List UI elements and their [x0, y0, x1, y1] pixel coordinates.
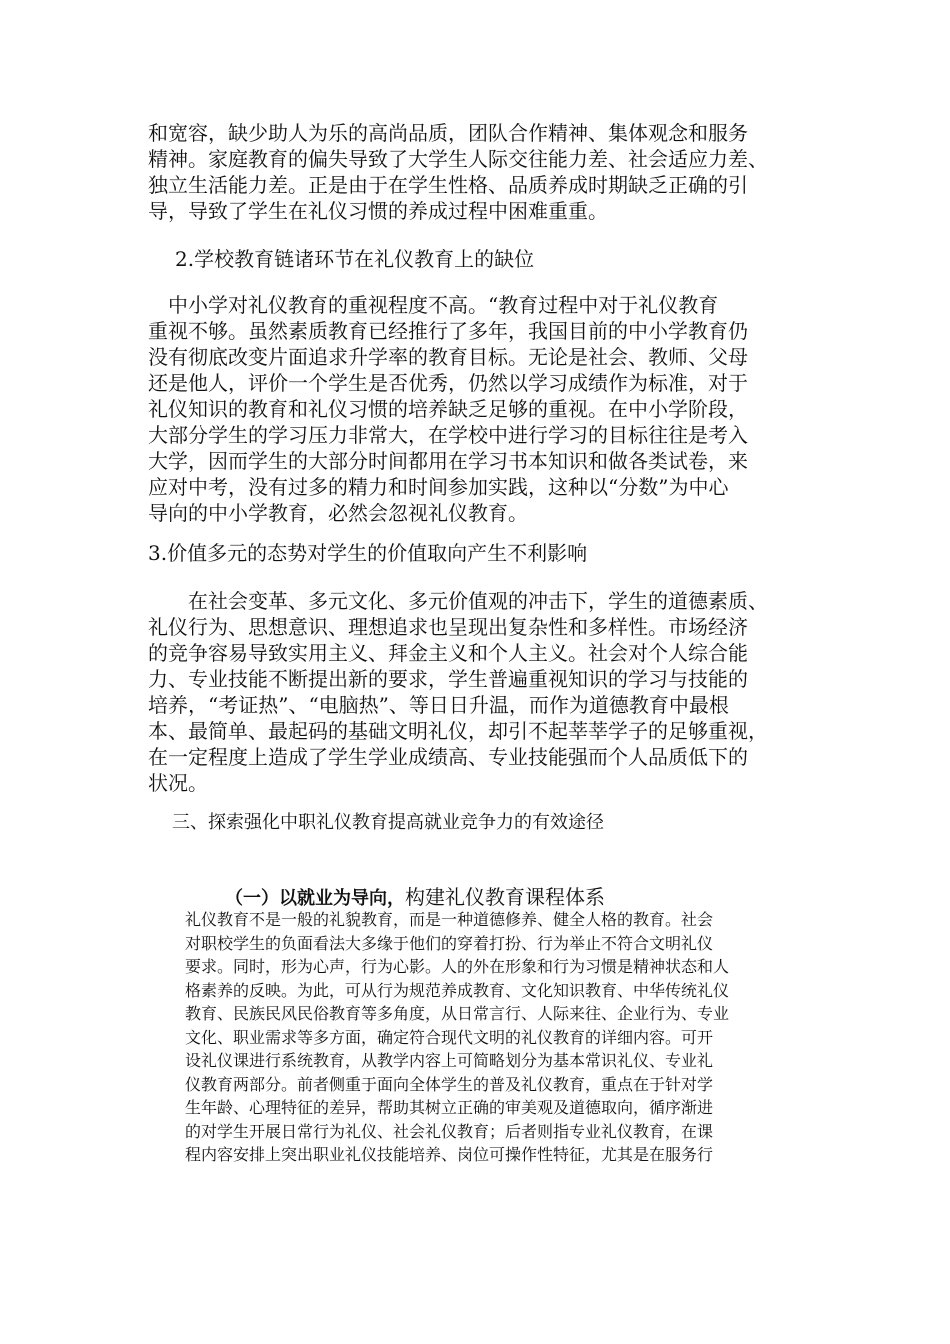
- text-line: 状况。: [148, 771, 208, 795]
- text-line: 礼仪行为、思想意识、理想追求也呈现出复杂性和多样性。市场经济: [148, 615, 748, 639]
- text-line: 培养，“考证热”、“电脑热”、等日日升温，而作为道德教育中最根: [148, 693, 729, 717]
- subsection-heading-rest: 构建礼仪教育课程体系: [405, 885, 605, 909]
- paragraph-value-diversity: [148, 588, 828, 796]
- text-line: 对职校学生的负面看法大多缘于他们的穿着打扮、行为举止不符合文明礼仪: [185, 933, 714, 953]
- text-line: 本、最简单、最起码的基础文明礼仪，却引不起莘莘学子的足够重视，: [148, 719, 768, 743]
- text-line: 导向的中小学教育，必然会忽视礼仪教育。: [148, 501, 528, 525]
- subsection-heading-bold-part: （一）以就业为导向，: [225, 888, 405, 909]
- text-line: 要求。同时，形为心声，行为心影。人的外在形象和行为习惯是精神状态和人: [185, 957, 730, 976]
- text-line: 大部分学生的学习压力非常大，在学校中进行学习的目标往往是考入: [148, 423, 748, 447]
- text-line: 的对学生开展日常行为礼仪、社会礼仪教育；后者则指专业礼仪教育，在课: [185, 1121, 714, 1141]
- text-line: 中小学对礼仪教育的重视程度不高。“教育过程中对于礼仪教育: [148, 293, 719, 317]
- paragraph-school-education: [148, 292, 808, 526]
- text-line: 还是他人，评价一个学生是否优秀，仍然以学习成绩作为标准，对于: [148, 371, 748, 395]
- text-line: 在社会变革、多元文化、多元价值观的冲击下，学生的道德素质、: [148, 589, 768, 613]
- text-line: 设礼仪课进行系统教育，从教学内容上可简略划分为基本常识礼仪、专业礼: [185, 1051, 714, 1070]
- text-line: 礼仪知识的教育和礼仪习惯的培养缺乏足够的重视。在中小学阶段，: [148, 397, 748, 421]
- text-line: 格素养的反映。为此，可从行为规范养成教育、文化知识教育、中华传统礼仪: [185, 980, 730, 1000]
- text-line: 仪教育两部分。前者侧重于面向全体学生的普及礼仪教育，重点在于针对学: [185, 1074, 714, 1094]
- text-line: 应对中考，没有过多的精力和时间参加实践，这种以“分数”为中心: [148, 475, 729, 499]
- text-line: 生年龄、心理特征的差异，帮助其树立正确的审美观及道德取向，循序渐进: [185, 1098, 714, 1117]
- text-line: 礼仪教育不是一般的礼貌教育，而是一种道德修养、健全人格的教育。社会: [185, 910, 714, 929]
- text-line: 大学，因而学生的大部分时间都用在学习书本知识和做各类试卷，来: [148, 449, 748, 473]
- text-line: 力、专业技能不断提出新的要求，学生普遍重视知识的学习与技能的: [148, 667, 748, 691]
- text-line: 导，导致了学生在礼仪习惯的养成过程中困难重重。: [148, 199, 608, 223]
- section-heading-three: 三、探索强化中职礼仪教育提高就业竞争力的有效途径: [172, 812, 604, 833]
- text-line: 重视不够。虽然素质教育已经推行了多年，我国目前的中小学教育仍: [148, 319, 748, 343]
- text-line: 没有彻底改变片面追求升学率的教育目标。无论是社会、教师、父母: [148, 345, 748, 369]
- text-line: 精神。家庭教育的偏失导致了大学生人际交往能力差、社会适应力差、: [148, 147, 768, 171]
- paragraph-family-education: [148, 120, 808, 224]
- text-line: 教育、民族民风民俗教育等多角度，从日常言行、人际来往、企业行为、专业: [185, 1004, 730, 1023]
- heading-school-education: 2.学校教育链诸环节在礼仪教育上的缺位: [175, 247, 535, 271]
- text-line: 独立生活能力差。正是由于在学生性格、品质养成时期缺乏正确的引: [148, 173, 748, 197]
- text-line: 和宽容，缺少助人为乐的高尚品质，团队合作精神、集体观念和服务: [148, 121, 748, 145]
- text-line: 在一定程度上造成了学生学业成绩高、专业技能强而个人品质低下的: [148, 745, 748, 769]
- text-line: 程内容安排上突出职业礼仪技能培养、岗位可操作性特征，尤其是在服务行: [185, 1145, 714, 1164]
- heading-value-diversity: 3.价值多元的态势对学生的价值取向产生不利影响: [148, 541, 588, 565]
- paragraph-curriculum: [185, 908, 825, 1167]
- text-line: 文化、职业需求等多方面，确定符合现代文明的礼仪教育的详细内容。可开: [185, 1027, 714, 1047]
- text-line: 的竞争容易导致实用主义、拜金主义和个人主义。社会对个人综合能: [148, 641, 748, 665]
